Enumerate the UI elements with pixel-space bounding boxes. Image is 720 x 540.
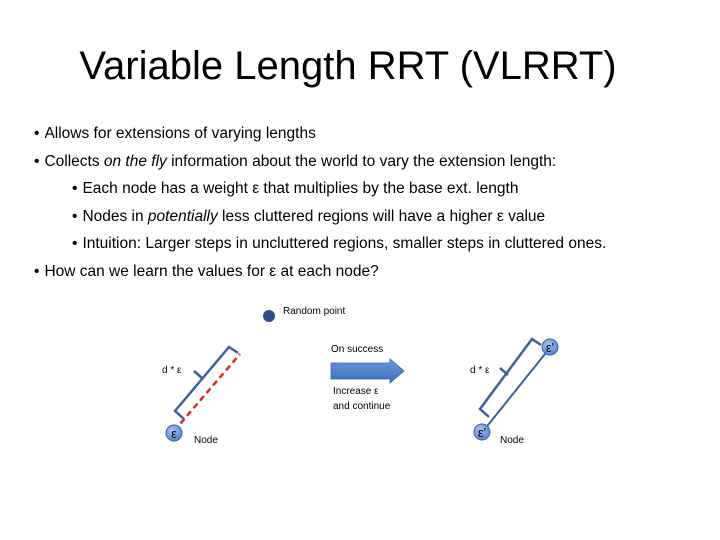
right-bottom-node-symbol: ε' [477,425,487,440]
bullet-text: Nodes in [82,207,148,225]
bullet-text: Each node has a weight ε that multiplies by the base ext. length [82,180,519,197]
left-node-symbol: ε [171,426,177,441]
right-top-node-symbol: ε' [545,340,555,355]
arrow-top-label: On success [331,344,384,355]
slide-title: Variable Length RRT (VLRRT) [79,44,617,88]
bullet-text: How can we learn the values for ε at each node? [44,262,379,280]
random-point-label: Random point [283,306,346,317]
success-arrow [331,359,404,383]
bullet-text: Intuition: Larger steps in uncluttered regions, smaller steps in cluttered ones. [82,235,607,252]
bullet-emphasis: potentially [147,207,218,225]
right-length-bracket [480,339,541,417]
left-node-label: Node [194,435,218,446]
left-bracket-tick [194,371,202,378]
bullet-text: information about the world to vary the extension length: [166,152,557,170]
arrow-bottom-label-line2: and continue [333,401,391,412]
bullet-text: less cluttered regions will have a higher ε value [217,207,546,225]
left-bracket-label: d * ε [162,365,182,376]
right-bracket-label: d * ε [470,365,490,376]
left-dashed-extension [174,354,240,431]
bullet-text: Allows for extensions of varying lengths [44,125,316,142]
bullet-text: Collects [44,152,104,170]
left-length-bracket [175,347,238,419]
arrow-bottom-label-line1: Increase ε [333,386,379,397]
random-point [263,310,275,322]
right-node-label: Node [500,435,524,446]
bullet-emphasis: on the fly [103,152,167,170]
